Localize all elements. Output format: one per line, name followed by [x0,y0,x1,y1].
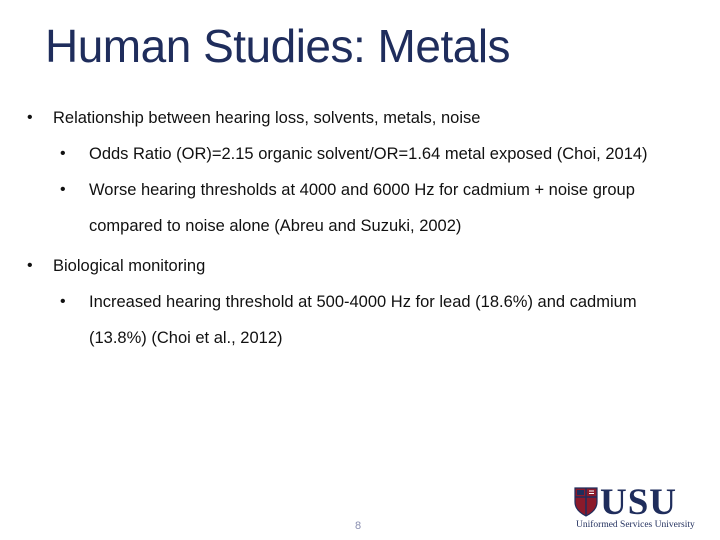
bullet-item [0,248,720,284]
sub-bullet-item [0,172,720,244]
bullet-glyph: • [60,181,66,198]
sub-bullet-text: Worse hearing thresholds at 4000 and 6000 Hz for cadmium + noise group compared to noise alone (Abreu and Suzuki, 2002) [89,181,635,235]
bullet-glyph: • [27,257,33,274]
shield-crest-icon [574,487,598,517]
page-number: 8 [355,520,362,532]
logo-wordmark: USU [600,482,678,523]
usu-logo [574,482,706,531]
sub-bullet-item [0,284,720,356]
bullet-glyph: • [60,145,66,162]
bullet-item [0,100,720,136]
slide-title: Human Studies: Metals [45,20,511,72]
bullet-text: Biological monitoring [53,257,206,275]
bullet-group-2 [0,248,720,356]
bullet-glyph: • [27,109,33,126]
sub-bullet-item [0,136,720,172]
sub-bullet-text: Increased hearing threshold at 500-4000 Hz for lead (18.6%) and cadmium (13.8%) (Choi et al., 2012) [89,293,637,347]
logo-subtitle: Uniformed Services University [576,520,695,530]
bullet-text: Relationship between hearing loss, solvents, metals, noise [53,109,481,127]
sub-bullet-text: Odds Ratio (OR)=2.15 organic solvent/OR=1.64 metal exposed (Choi, 2014) [89,145,648,163]
bullet-group-1 [0,100,720,244]
bullet-list [0,96,720,360]
bullet-glyph: • [60,293,66,310]
